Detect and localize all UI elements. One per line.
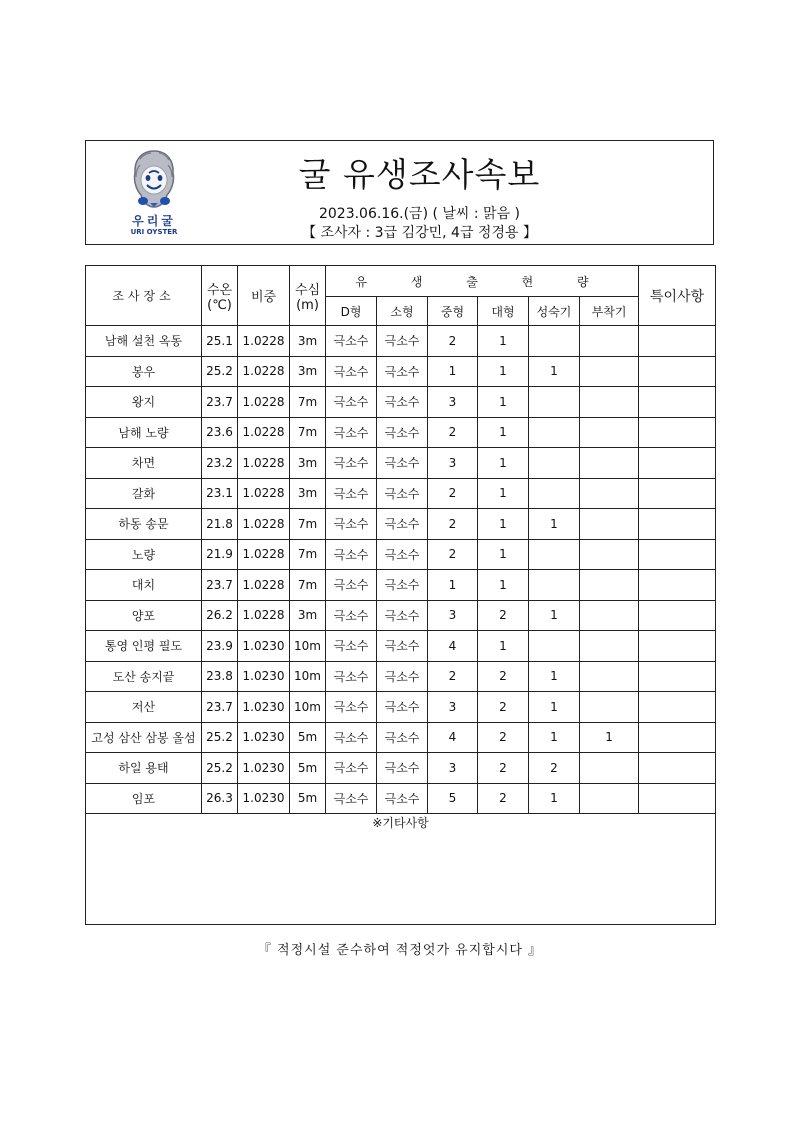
header-place: 조사장소 [86,266,202,326]
mature-count-cell: 1 [529,356,580,387]
large-type-count-cell: 2 [478,600,529,631]
depth-cell: 7m [290,387,326,418]
d-type-count-cell: 극소수 [326,692,377,723]
attach-count-cell [580,356,639,387]
d-type-count-cell: 극소수 [326,631,377,662]
mid-type-count-cell: 2 [428,417,478,448]
small-type-count-cell: 극소수 [377,631,428,662]
special-note-cell [639,539,716,570]
mid-type-count-cell: 4 [428,631,478,662]
header-small-type: 소형 [377,297,428,326]
large-type-count-cell: 1 [478,539,529,570]
special-note-cell [639,509,716,540]
depth-cell: 5m [290,722,326,753]
header-mid-type: 중형 [428,297,478,326]
d-type-count-cell: 극소수 [326,539,377,570]
table-body [86,326,716,814]
attach-count-cell [580,387,639,418]
table-row [86,509,716,540]
water-temp-cell: 23.7 [202,570,238,601]
attach-count-cell [580,570,639,601]
d-type-count-cell: 극소수 [326,783,377,814]
attach-count-cell [580,417,639,448]
table-row [86,478,716,509]
table-row [86,570,716,601]
water-temp-cell: 21.8 [202,509,238,540]
large-type-count-cell: 1 [478,570,529,601]
large-type-count-cell: 2 [478,722,529,753]
large-type-count-cell: 1 [478,631,529,662]
table-row [86,387,716,418]
d-type-count-cell: 극소수 [326,600,377,631]
special-note-cell [639,783,716,814]
surveyor-line: 【 조사자 : 3급 김강민, 4급 정경용 】 [302,225,537,241]
specific-gravity-cell: 1.0228 [238,478,290,509]
special-note-cell [639,448,716,479]
place-cell: 통영 인평 필도 [86,631,202,662]
water-temp-cell: 23.1 [202,478,238,509]
mature-count-cell [529,570,580,601]
depth-cell: 3m [290,600,326,631]
depth-cell: 10m [290,692,326,723]
mature-count-cell: 1 [529,692,580,723]
specific-gravity-cell: 1.0228 [238,509,290,540]
special-note-cell [639,478,716,509]
attach-count-cell [580,753,639,784]
header-temp: 수온 (℃) [202,266,238,326]
small-type-count-cell: 극소수 [377,509,428,540]
water-temp-cell: 23.9 [202,631,238,662]
table-row [86,753,716,784]
large-type-count-cell: 1 [478,387,529,418]
specific-gravity-cell: 1.0228 [238,539,290,570]
special-note-cell [639,326,716,357]
table-row [86,661,716,692]
special-note-cell [639,722,716,753]
place-cell: 도산 송지끝 [86,661,202,692]
place-cell: 왕지 [86,387,202,418]
small-type-count-cell: 극소수 [377,417,428,448]
report-header [85,140,714,245]
header-special: 특이사항 [639,266,716,326]
depth-cell: 5m [290,753,326,784]
specific-gravity-cell: 1.0228 [238,356,290,387]
table-row [86,448,716,479]
mature-count-cell [529,387,580,418]
mid-type-count-cell: 5 [428,783,478,814]
header-mature-stage: 성숙기 [529,297,580,326]
specific-gravity-cell: 1.0228 [238,570,290,601]
mid-type-count-cell: 3 [428,692,478,723]
small-type-count-cell: 극소수 [377,722,428,753]
header-d-type: D형 [326,297,377,326]
specific-gravity-cell: 1.0228 [238,417,290,448]
d-type-count-cell: 극소수 [326,509,377,540]
attach-count-cell [580,631,639,662]
specific-gravity-cell: 1.0228 [238,600,290,631]
mid-type-count-cell: 3 [428,448,478,479]
table-row [86,417,716,448]
mature-count-cell [529,539,580,570]
mid-type-count-cell: 3 [428,600,478,631]
place-cell: 양포 [86,600,202,631]
mature-count-cell [529,478,580,509]
small-type-count-cell: 극소수 [377,783,428,814]
d-type-count-cell: 극소수 [326,478,377,509]
special-note-cell [639,753,716,784]
mature-count-cell: 2 [529,753,580,784]
attach-count-cell: 1 [580,722,639,753]
place-cell: 고성 삼산 삼봉 올섬 [86,722,202,753]
small-type-count-cell: 극소수 [377,448,428,479]
specific-gravity-cell: 1.0230 [238,692,290,723]
specific-gravity-cell: 1.0230 [238,661,290,692]
mid-type-count-cell: 3 [428,753,478,784]
header-large-type: 대형 [478,297,529,326]
special-note-cell [639,661,716,692]
depth-cell: 10m [290,661,326,692]
depth-cell: 7m [290,417,326,448]
attach-count-cell [580,448,639,479]
specific-gravity-cell: 1.0228 [238,326,290,357]
mature-count-cell: 1 [529,783,580,814]
depth-cell: 7m [290,509,326,540]
header-depth: 수심 (m) [290,266,326,326]
place-cell: 차면 [86,448,202,479]
place-cell: 노량 [86,539,202,570]
small-type-count-cell: 극소수 [377,326,428,357]
specific-gravity-cell: 1.0230 [238,783,290,814]
d-type-count-cell: 극소수 [326,753,377,784]
special-note-cell [639,356,716,387]
d-type-count-cell: 극소수 [326,661,377,692]
depth-cell: 10m [290,631,326,662]
date-weather-line: 2023.06.16.(금) ( 날씨 : 맑음 ) [318,206,521,222]
mature-count-cell: 1 [529,600,580,631]
water-temp-cell: 25.2 [202,722,238,753]
depth-cell: 3m [290,448,326,479]
special-note-cell [639,417,716,448]
d-type-count-cell: 극소수 [326,448,377,479]
attach-count-cell [580,539,639,570]
attach-count-cell [580,783,639,814]
specific-gravity-cell: 1.0228 [238,448,290,479]
d-type-count-cell: 극소수 [326,722,377,753]
table-row [86,539,716,570]
special-note-cell [639,387,716,418]
d-type-count-cell: 극소수 [326,417,377,448]
place-cell: 저산 [86,692,202,723]
place-cell: 임포 [86,783,202,814]
water-temp-cell: 23.6 [202,417,238,448]
large-type-count-cell: 2 [478,783,529,814]
mid-type-count-cell: 3 [428,387,478,418]
mid-type-count-cell: 2 [428,509,478,540]
large-type-count-cell: 2 [478,661,529,692]
large-type-count-cell: 2 [478,753,529,784]
special-note-cell [639,570,716,601]
attach-count-cell [580,326,639,357]
depth-cell: 3m [290,356,326,387]
attach-count-cell [580,478,639,509]
water-temp-cell: 23.8 [202,661,238,692]
table-row [86,356,716,387]
logo-english-text: URI OYSTER [130,228,178,236]
water-temp-cell: 25.2 [202,753,238,784]
report-title: 굴 유생조사속보 [298,155,541,194]
place-cell: 대치 [86,570,202,601]
specific-gravity-cell: 1.0230 [238,722,290,753]
place-cell: 갈화 [86,478,202,509]
large-type-count-cell: 1 [478,326,529,357]
special-note-cell [639,631,716,662]
place-cell: 하동 송문 [86,509,202,540]
d-type-count-cell: 극소수 [326,387,377,418]
water-temp-cell: 25.1 [202,326,238,357]
mid-type-count-cell: 2 [428,326,478,357]
d-type-count-cell: 극소수 [326,570,377,601]
small-type-count-cell: 극소수 [377,661,428,692]
large-type-count-cell: 1 [478,417,529,448]
table-row [86,692,716,723]
larvae-survey-table [85,265,716,925]
other-notes: ※기타사항 [86,814,716,925]
small-type-count-cell: 극소수 [377,478,428,509]
mature-count-cell [529,417,580,448]
attach-count-cell [580,509,639,540]
table-row [86,600,716,631]
specific-gravity-cell: 1.0230 [238,753,290,784]
header-production: 유 생 출 현 량 [326,266,639,297]
place-cell: 남해 설천 옥동 [86,326,202,357]
large-type-count-cell: 1 [478,478,529,509]
table-row [86,631,716,662]
table-row [86,722,716,753]
mid-type-count-cell: 1 [428,356,478,387]
water-temp-cell: 26.3 [202,783,238,814]
depth-cell: 7m [290,570,326,601]
small-type-count-cell: 극소수 [377,600,428,631]
water-temp-cell: 23.7 [202,387,238,418]
water-temp-cell: 26.2 [202,600,238,631]
water-temp-cell: 21.9 [202,539,238,570]
mature-count-cell: 1 [529,661,580,692]
small-type-count-cell: 극소수 [377,539,428,570]
mid-type-count-cell: 4 [428,722,478,753]
logo-korean-text: 우리굴 [132,214,176,228]
large-type-count-cell: 2 [478,692,529,723]
small-type-count-cell: 극소수 [377,692,428,723]
mid-type-count-cell: 2 [428,478,478,509]
specific-gravity-cell: 1.0228 [238,387,290,418]
water-temp-cell: 25.2 [202,356,238,387]
attach-count-cell [580,661,639,692]
notes-row [86,814,716,925]
place-cell: 하일 용태 [86,753,202,784]
small-type-count-cell: 극소수 [377,753,428,784]
depth-cell: 7m [290,539,326,570]
attach-count-cell [580,600,639,631]
mid-type-count-cell: 2 [428,539,478,570]
header-row-1 [86,266,716,297]
header-attach-stage: 부착기 [580,297,639,326]
d-type-count-cell: 극소수 [326,326,377,357]
small-type-count-cell: 극소수 [377,356,428,387]
depth-cell: 5m [290,783,326,814]
mature-count-cell: 1 [529,509,580,540]
place-cell: 봉우 [86,356,202,387]
table-row [86,783,716,814]
mature-count-cell [529,448,580,479]
small-type-count-cell: 극소수 [377,387,428,418]
place-cell: 남해 노량 [86,417,202,448]
specific-gravity-cell: 1.0230 [238,631,290,662]
table-row [86,326,716,357]
mid-type-count-cell: 1 [428,570,478,601]
depth-cell: 3m [290,478,326,509]
special-note-cell [639,692,716,723]
footer-slogan: 『 적정시설 준수하여 적정엇가 유지합시다 』 [257,943,543,958]
special-note-cell [639,600,716,631]
header-gravity: 비중 [238,266,290,326]
small-type-count-cell: 극소수 [377,570,428,601]
mature-count-cell: 1 [529,722,580,753]
water-temp-cell: 23.2 [202,448,238,479]
large-type-count-cell: 1 [478,448,529,479]
mid-type-count-cell: 2 [428,661,478,692]
water-temp-cell: 23.7 [202,692,238,723]
d-type-count-cell: 극소수 [326,356,377,387]
mature-count-cell [529,326,580,357]
large-type-count-cell: 1 [478,356,529,387]
large-type-count-cell: 1 [478,509,529,540]
mature-count-cell [529,631,580,662]
depth-cell: 3m [290,326,326,357]
attach-count-cell [580,692,639,723]
